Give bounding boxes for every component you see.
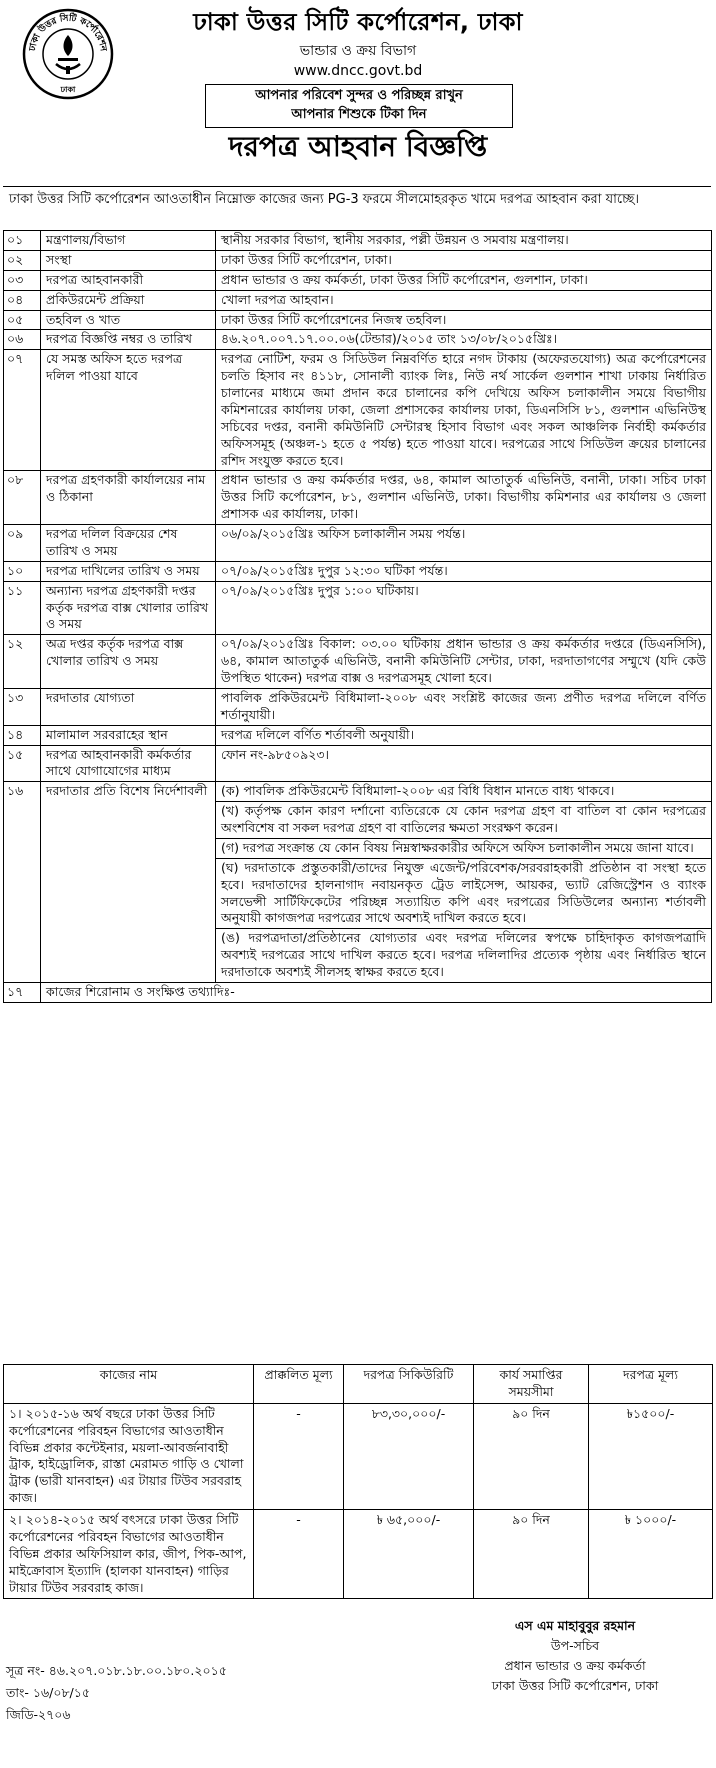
signature-block — [440, 1616, 710, 1696]
row-value: ৪৬.২০৭.০০৭.১৭.০০.০৬(টেন্ডার)/২০১৫ তাং ১৩/০৮/২০১৫খ্রিঃ। — [216, 330, 712, 350]
table-row — [4, 561, 712, 581]
row-label: মালামাল সরবরাহের স্থান — [41, 725, 216, 745]
slogan-line-1: আপনার পরিবেশ সুন্দর ও পরিচ্ছন্ন রাখুন — [255, 88, 463, 103]
row-value: প্রধান ভান্ডার ও ক্রয় কর্মকর্তা, ঢাকা উত্তর সিটি কর্পোরেশন, গুলশান, ঢাকা। — [216, 270, 712, 290]
completion-time: ৯০ দিন — [474, 1510, 589, 1599]
column-header: দরপত্র মূল্য — [589, 1365, 713, 1404]
row-serial: ০৮ — [4, 471, 41, 525]
works-row — [4, 1403, 713, 1509]
signatory-designation: উপ-সচিব — [550, 1638, 600, 1653]
row-label: দরপত্র দলিল বিক্রয়ের শেষ তারিখ ও সময় — [41, 525, 216, 562]
row-serial: ০৭ — [4, 350, 41, 471]
table-row — [4, 635, 712, 689]
tender-price: ৳ ১০০০/- — [589, 1510, 713, 1599]
table-row — [4, 350, 712, 471]
row-value: খোলা দরপত্র আহবান। — [216, 290, 712, 310]
notice-title: দরপত্র আহবান বিজ্ঞপ্তি — [228, 130, 488, 163]
table-row-work-heading — [4, 982, 712, 1002]
row-serial: ০৬ — [4, 330, 41, 350]
slogan-box — [205, 84, 513, 128]
instruction-item: (ঙ) দরপত্রদাতা/প্রতিষ্ঠানের যোগ্যতার এবং দরপত্র দলিলের স্বপক্ষে চাহিদাকৃত কাগজপত্রাদি অবশ্যই দরপত্রের সাথে দাখিল করতে হবে। দরপত্র দলিলাদির প্রত্যেক পৃষ্ঠায় এবং নির্ধারিত স্থানে দরদাতাকে অবশ্যই সীলসহ স্বাক্ষর করতে হবে। — [221, 930, 706, 979]
row-label: দরপত্র গ্রহণকারী কার্যালয়ের নাম ও ঠিকানা — [41, 471, 216, 525]
organization-title: ঢাকা উত্তর সিটি কর্পোরেশন, ঢাকা — [193, 8, 523, 36]
row-value: ঢাকা উত্তর সিটি কর্পোরেশনের নিজস্ব তহবিল। — [216, 310, 712, 330]
instruction-item: (খ) কর্তৃপক্ষ কোন কারণ দর্শানো ব্যতিরেকে যে কোন দরপত্র গ্রহণ বা বাতিল বা কোন দরপত্রের অংশবিশেষ বা সকল দরপত্র গ্রহণ বা বাতিলের ক্ষমতা সংরক্ষণ করেন। — [216, 802, 711, 839]
tender-security: ৮৩,৩০,০০০/- — [344, 1403, 474, 1509]
table-row — [4, 290, 712, 310]
header — [0, 0, 716, 163]
row-serial: ১৫ — [4, 745, 41, 782]
instruction-item: (ক) পাবলিক প্রকিউরমেন্ট বিধিমালা-২০০৮ এর বিধি বিধান মানতে বাধ্য থাকবে। — [216, 782, 711, 802]
table-row — [4, 270, 712, 290]
estimated-cost: - — [254, 1403, 344, 1509]
row-serial: ১৭ — [4, 982, 41, 1002]
row-label: দরপত্র আহবানকারী — [41, 270, 216, 290]
row-value: পাবলিক প্রকিউরমেন্ট বিধিমালা-২০০৮ এবং সংশ্লিষ্ট কাজের জন্য প্রণীত দরপত্র দলিলে বর্ণিত শর্তানুযায়ী। — [216, 688, 712, 725]
row-label: মন্ত্রণালয়/বিভাগ — [41, 231, 216, 251]
seal-ring-text: ঢাকা উত্তর সিটি কর্পোরেশন — [28, 13, 108, 52]
row-value: দরপত্র দলিলে বর্ণিত শর্তাবলী অনুযায়ী। — [216, 725, 712, 745]
row-label: সংস্থা — [41, 250, 216, 270]
table-row — [4, 688, 712, 725]
row-value: দরপত্র নোটিশ, ফরম ও সিডিউল নিম্নবর্ণিত হারে নগদ টাকায় (অফেরতযোগ্য) অত্র কর্পোরেশনের চলতি হিসাব নং ৪১১৮, সোনালী ব্যাংক লিঃ, নিউ নর্থ সার্কেল গুলশান শাখা ঢাকায় নির্ধারিত চালানের মাধ্যমে জমা প্রদান করে চালানের কপি দেখিয়ে অফিস চলাকালীন সময়ে বিভাগীয় কমিশনারের কার্যালয় ঢাকা, জেলা প্রশাসকের কার্যালয় ঢাকা, ডিএনসিসি ৮১, গুলশান এভিনিউস্থ সচিবের দপ্তর, বনানী কমিউনিটি সেন্টারস্থ হিসাব বিভাগ এবং সকল আঞ্চলিক নির্বাহী কর্মকর্তার অফিসসমূহ (অঞ্চল-১ হতে ৫ পর্যন্ত) হতে পাওয়া যাবে। দরপত্রের সাথে সিডিউল ক্রয়ের চালানের রশিদ সংযুক্ত করতে হবে। — [216, 350, 712, 471]
tender-info-table — [3, 230, 712, 1003]
table-row — [4, 330, 712, 350]
memo-date: তাং- ১৬/০৮/১৫ — [6, 1684, 90, 1700]
table-row — [4, 471, 712, 525]
signatory-office: প্রধান ভান্ডার ও ক্রয় কর্মকর্তা — [504, 1658, 646, 1673]
row-value: স্থানীয় সরকার বিভাগ, স্থানীয় সরকার, পল্লী উন্নয়ন ও সমবায় মন্ত্রণালয়। — [216, 231, 712, 251]
row-label: তহবিল ও খাত — [41, 310, 216, 330]
website-url: www.dncc.govt.bd — [293, 63, 423, 79]
column-header: দরপত্র সিকিউরিটি — [344, 1365, 474, 1404]
table-row — [4, 581, 712, 635]
row-label: যে সমস্ত অফিস হতে দরপত্র দলিল পাওয়া যাবে — [41, 350, 216, 471]
row-label: দরদাতার প্রতি বিশেষ নির্দেশাবলী — [41, 782, 216, 983]
seal-bottom-text: ঢাকা — [60, 85, 76, 94]
memo-number: সূত্র নং- ৪৬.২০৭.০১৮.১৮.০০.১৮০.২০১৫ — [6, 1663, 227, 1678]
row-serial: ০৪ — [4, 290, 41, 310]
reference-block — [6, 1660, 227, 1726]
row-label: দরপত্র আহবানকারী কর্মকর্তার সাথে যোগাযোগের মাধ্যম — [41, 745, 216, 782]
signatory-organization: ঢাকা উত্তর সিটি কর্পোরেশন, ঢাকা — [491, 1678, 659, 1693]
row-serial: ১০ — [4, 561, 41, 581]
works-header-row — [4, 1365, 713, 1404]
row-label: দরদাতার যোগ্যতা — [41, 688, 216, 725]
row-serial: ১৪ — [4, 725, 41, 745]
instruction-item: (গ) দরপত্র সংক্রান্ত যে কোন বিষয় নিম্নস্বাক্ষরকারীর অফিসে অফিস চলাকালীন সময়ে জানা যাবে। — [216, 839, 711, 859]
row-label: দরপত্র বিজ্ঞপ্তি নম্বর ও তারিখ — [41, 330, 216, 350]
row-serial: ০২ — [4, 250, 41, 270]
work-name: ২। ২০১৪-২০১৫ অর্থ বৎসরে ঢাকা উত্তর সিটি কর্পোরেশনের পরিবহন বিভাগের আওতাধীন বিভিন্ন প্রকার অফিসিয়াল কার, জীপ, পিক-আপ, মাইক্রোবাস ইত্যাদি (হালকা যানবাহন) গাড়ির টায়ার টিউব সরবরাহ কাজ। — [4, 1510, 254, 1599]
row-label: কাজের শিরোনাম ও সংক্ষিপ্ত তথ্যাদিঃ- — [41, 982, 712, 1002]
row-serial: ০১ — [4, 231, 41, 251]
row-value: ০৭/০৯/২০১৫খ্রিঃ দুপুর ১২:৩০ ঘটিকা পর্যন্ত। — [216, 561, 712, 581]
estimated-cost: - — [254, 1510, 344, 1599]
row-value: ০৭/০৯/২০১৫খ্রিঃ বিকাল: ০৩.০০ ঘটিকায় প্রধান ভান্ডার ও ক্রয় কর্মকর্তার দপ্তরে (ডিএনসিসি), ৬৪, কামাল আতাতুর্ক এভিনিউ, বনানী কমিউনিটি সেন্টার, ঢাকা, দরদাতাগণের সম্মুখে (যদি কেউ উপস্থিত থাকেন) দরপত্র বাক্স ও দরপত্রসমূহ খোলা হবে। — [216, 635, 712, 689]
table-row — [4, 231, 712, 251]
tender-security: ৳ ৬৫,০০০/- — [344, 1510, 474, 1599]
row-serial: ১৬ — [4, 782, 41, 983]
table-row — [4, 725, 712, 745]
row-serial: ১২ — [4, 635, 41, 689]
intro-paragraph: ঢাকা উত্তর সিটি কর্পোরেশন আওতাধীন নিম্নোক্ত কাজের জন্য PG-3 ফরমে সীলমোহরকৃত খামে দরপত্র আহবান করা যাচ্ছে। — [3, 186, 711, 213]
instruction-item: (ঘ) দরদাতাকে প্রস্তুতকারী/তাদের নিযুক্ত এজেন্ট/পরিবেশক/সরবরাহকারী প্রতিষ্ঠান বা সংস্থা হতে হবে। দরদাতাদের হালনাগাদ নবায়নকৃত ট্রেড লাইসেন্স, আয়কর, ভ্যাট রেজিস্ট্রেশন ও ব্যাংক সলভেন্সী সার্টিফিকেটের পরিচ্ছন্ন সত্যায়িত কপি এবং দরপত্রের সিডিউলের অন্যান্য শর্তাবলী অনুযায়ী কাগজপত্র দরপত্রের সাথে অবশ্যই দাখিল করতে হবে। — [216, 859, 711, 930]
table-row — [4, 310, 712, 330]
row-serial: ১৩ — [4, 688, 41, 725]
row-serial: ০৩ — [4, 270, 41, 290]
row-label: প্রকিউরমেন্ট প্রক্রিয়া — [41, 290, 216, 310]
works-table — [3, 1364, 713, 1599]
row-serial: ১১ — [4, 581, 41, 635]
row-label: অন্যান্য দরপত্র গ্রহণকারী দপ্তর কর্তৃক দরপত্র বাক্স খোলার তারিখ ও সময় — [41, 581, 216, 635]
row-serial: ০৯ — [4, 525, 41, 562]
row-label: অত্র দপ্তর কর্তৃক দরপত্র বাক্স খোলার তারিখ ও সময় — [41, 635, 216, 689]
special-instructions — [216, 782, 712, 983]
row-value: ০৭/০৯/২০১৫খ্রিঃ দুপুর ১:০০ ঘটিকায়। — [216, 581, 712, 635]
row-value: ঢাকা উত্তর সিটি কর্পোরেশন, ঢাকা। — [216, 250, 712, 270]
table-row-special-instructions — [4, 782, 712, 983]
completion-time: ৯০ দিন — [474, 1403, 589, 1509]
gd-number: জিডি-২৭০৬ — [6, 1706, 71, 1722]
row-value: ফোন নং-৯৮৫০৯২৩। — [216, 745, 712, 782]
table-row — [4, 525, 712, 562]
row-serial: ০৫ — [4, 310, 41, 330]
table-row — [4, 745, 712, 782]
signatory-name: এস এম মাহাবুবুর রহমান — [514, 1618, 636, 1633]
work-name: ১। ২০১৫-১৬ অর্থ বছরে ঢাকা উত্তর সিটি কর্পোরেশনের পরিবহন বিভাগের আওতাধীন বিভিন্ন প্রকার কন্টেইনার, ময়লা-আবর্জনাবাহী ট্রাক, হাইড্রোলিক, রাস্তা মেরামত গাড়ি ও খোলা ট্রাক (ভারী যানবাহন) এর টায়ার টিউব সরবরাহ কাজ। — [4, 1403, 254, 1509]
table-row — [4, 250, 712, 270]
row-value: ০৬/০৯/২০১৫খ্রিঃ অফিস চলাকালীন সময় পর্যন্ত। — [216, 525, 712, 562]
department-name: ভান্ডার ও ক্রয় বিভাগ — [299, 43, 417, 59]
row-value: প্রধান ভান্ডার ও ক্রয় কর্মকর্তার দপ্তর, ৬৪, কামাল আতাতুর্ক এভিনিউ, বনানী, ঢাকা। সচিব ঢাকা উত্তর সিটি কর্পোরেশন, ৮১, গুলশান এভিনিউ, ঢাকা। বিভাগীয় কমিশনার এর কার্যালয় ও জেলা প্রশাসক এর কার্যালয়, ঢাকা। — [216, 471, 712, 525]
row-label: দরপত্র দাখিলের তারিখ ও সময় — [41, 561, 216, 581]
column-header: কাজের নাম — [4, 1365, 254, 1404]
column-header: প্রাক্কলিত মূল্য — [254, 1365, 344, 1404]
column-header: কার্য সমাপ্তির সময়সীমা — [474, 1365, 589, 1404]
tender-price: ৳১৫০০/- — [589, 1403, 713, 1509]
slogan-line-2: আপনার শিশুকে টিকা দিন — [291, 106, 427, 122]
works-row — [4, 1510, 713, 1599]
